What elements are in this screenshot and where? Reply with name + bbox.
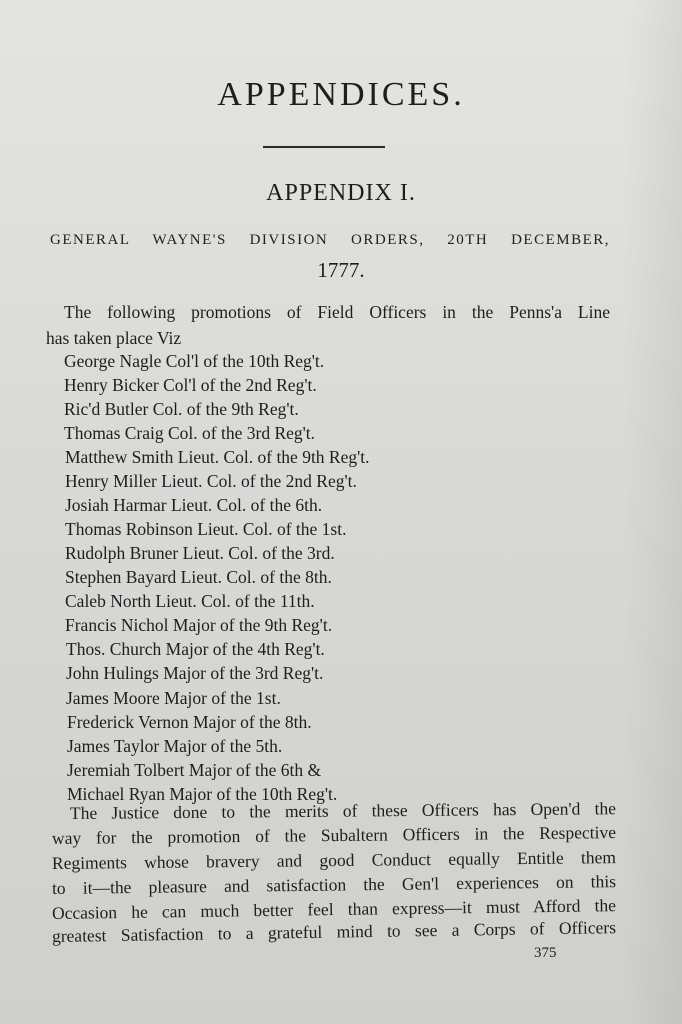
promotion-line: Francis Nichol Major of the 9th Reg't. [65, 615, 333, 635]
page-title: APPENDICES. [217, 76, 465, 113]
promotion-line: Frederick Vernon Major of the 8th. [67, 712, 312, 732]
promotion-line: James Taylor Major of the 5th. [67, 736, 283, 756]
closing-line: greatest Satisfaction to a grateful mind to see a Corps of Officers [51, 917, 617, 946]
closing-line: The Justice done to the merits of these Officers has Open'd the [69, 798, 617, 823]
closing-line: way for the promotion of the Subaltern Officers in the Respective [51, 822, 617, 848]
orders-year: 1777. [317, 258, 365, 282]
intro-line: has taken place Viz [46, 328, 182, 348]
closing-line: Occasion he can much better feel than express—it must Afford the [51, 895, 617, 923]
closing-line: Regiments whose bravery and good Conduct equally Entitle them [51, 847, 617, 873]
intro-line: The following promotions of Field Officers in the Penns'a Line [64, 302, 610, 322]
promotion-line: Thos. Church Major of the 4th Reg't. [66, 639, 325, 659]
promotion-line: Josiah Harmar Lieut. Col. of the 6th. [65, 495, 323, 515]
promotion-line: Thomas Robinson Lieut. Col. of the 1st. [65, 519, 347, 539]
page-shadow [622, 0, 682, 1024]
promotion-line: Henry Bicker Col'l of the 2nd Reg't. [64, 375, 317, 395]
promotion-line: Stephen Bayard Lieut. Col. of the 8th. [65, 567, 332, 587]
promotion-line: Jeremiah Tolbert Major of the 6th & [67, 760, 322, 780]
promotion-line: Michael Ryan Major of the 10th Reg't. [67, 784, 338, 804]
promotion-line: Caleb North Lieut. Col. of the 11th. [65, 591, 315, 611]
closing-line: to it—the pleasure and satisfaction the Gen'l experiences on this [51, 871, 617, 898]
promotion-line: Henry Miller Lieut. Col. of the 2nd Reg't. [65, 471, 357, 491]
promotion-line: Ric'd Butler Col. of the 9th Reg't. [64, 399, 299, 419]
promotion-line: Matthew Smith Lieut. Col. of the 9th Reg't. [65, 447, 370, 467]
promotion-line: Thomas Craig Col. of the 3rd Reg't. [64, 423, 316, 443]
promotion-line: James Moore Major of the 1st. [66, 688, 281, 708]
orders-heading: GENERAL WAYNE'S DIVISION ORDERS, 20TH DECEMBER, [50, 232, 610, 248]
page-number: 375 [534, 945, 557, 961]
appendix-heading: APPENDIX I. [266, 180, 416, 206]
promotion-line: Rudolph Bruner Lieut. Col. of the 3rd. [65, 543, 335, 563]
promotion-line: George Nagle Col'l of the 10th Reg't. [64, 351, 325, 371]
promotion-line: John Hulings Major of the 3rd Reg't. [66, 663, 324, 683]
title-rule [263, 146, 385, 148]
